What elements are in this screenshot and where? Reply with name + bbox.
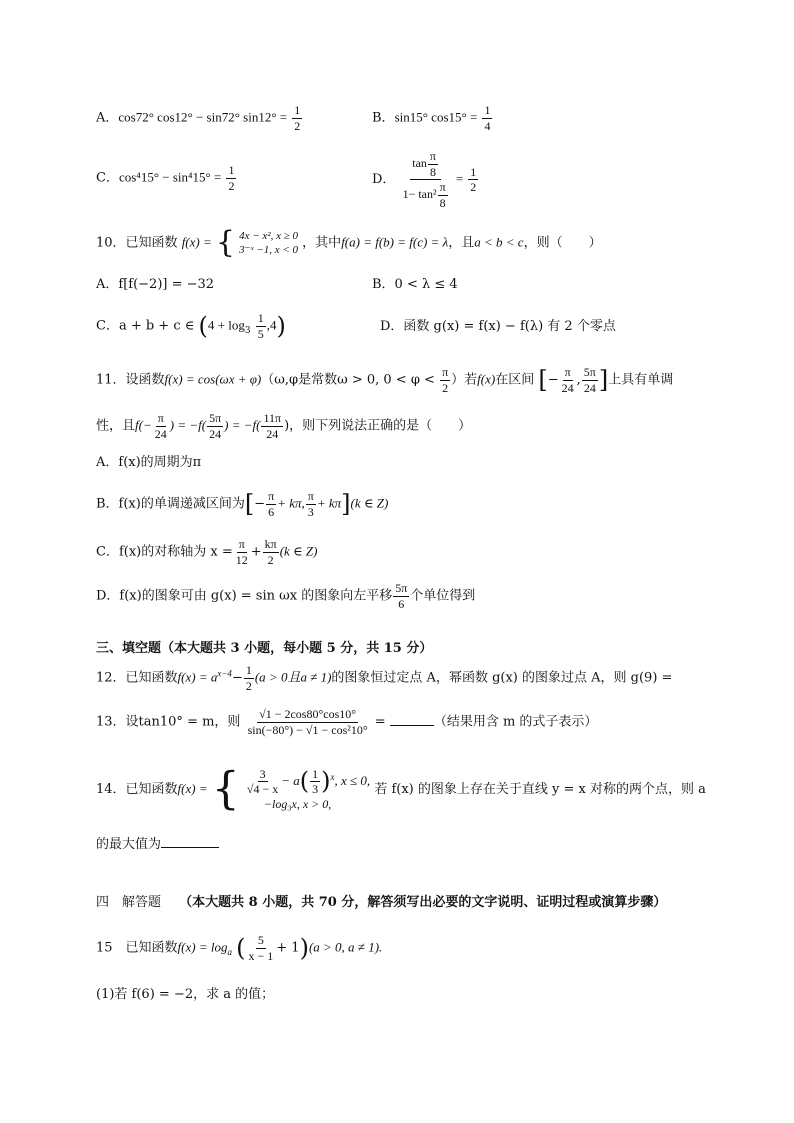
q10-option-a: A．f[f(−2)] = −32: [96, 277, 215, 292]
q10-option-b: B．0 < λ ≤ 4: [372, 277, 458, 292]
fraction: $\frac{1}{4}$: [484, 103, 491, 133]
q12: 12．已知函数$f(x) = a^{x-4}-$ $\frac{1}{2}$ (a > 0且a ≠ 1)的图象恒过定点 A，幂函数 g(x) 的图象过点 A，则 g(9) =: [96, 663, 673, 693]
q10-option-d: D．函数 g(x) = f(x) − f(λ) 有 2 个零点: [380, 319, 616, 334]
q11-option-b: B．f(x)的单调递减区间为[− $\frac{\pi}{6}$ + kπ, $\frac{\pi}{3}$ + kπ](k ∈ Z): [96, 489, 389, 519]
q11-stem-line2: 性，且f(− $\frac{\pi}{24}$ ) = −f( $\frac{5\pi}{24}$ ) = −f( $\frac{11\pi}{24}$ )，则下列说法正确的是（ ）: [96, 411, 472, 441]
answer-blank[interactable]: [390, 725, 434, 726]
q11-option-c: C．f(x)的对称轴为 x = $\frac{\pi}{12}$ + $\frac{k\pi}{2}$ (k ∈ Z): [96, 537, 318, 567]
q14-line2: 的最大值为: [96, 838, 219, 851]
q10-option-c: C．a + b + c ∈ ($4 + \log_3$ $\frac{1}{5}$ ,4): [96, 311, 286, 341]
section-4-heading: 四 解答题 （本大题共 8 小题，共 70 分，解答须写出必要的文字说明、证明过程或演算步骤）: [96, 895, 667, 910]
q9-option-a: A．cos72° cos12° − sin72° sin12° = $\frac{1}{2}$: [96, 103, 301, 133]
q15-part1: (1)若 f(6) = −2，求 a 的值；: [96, 987, 275, 1002]
q11-stem-line1: 11．设函数f(x) = cos(ωx + φ)（ω,φ是常数ω > 0, 0 < φ < $\frac{\pi}{2}$ ）若f(x)在区间 [− $\frac{\pi}{24}$ , $\frac{5\pi}{24}$ ]上具有单调: [96, 365, 674, 395]
q11-option-a: A．f(x)的周期为π: [96, 455, 202, 470]
q14: 14．已知函数f(x) = { $\frac{3}{√4 - x}$ − a( $\frac{1}{3}$ )$^x$, x ≤ 0, −log₃x, x > 0, 若 f(x) 的图象上存在关于直线 y = x 对称的两个点，则 a: [96, 763, 706, 815]
piecewise-cases: 4x − x², x ≥ 0 3⁻ˣ −1, x < 0: [239, 229, 299, 256]
q13: 13．设tan10° = m，则 $\frac{√1 - 2\cos 80^\circ\cos 10^\circ}{\text{sin(−80°) − √1 − cos²10°}}$ = （结果用含 m 的式子表示）: [96, 707, 598, 737]
q9-option-d: D． tan $\frac{\pi}{8}$ 1− tan² $\frac{\pi}{8}$ = $\frac{1}{2}$: [372, 149, 477, 210]
q9-option-b: B．sin15° cos15° = $\frac{1}{4}$: [372, 103, 491, 133]
fraction: $\frac{1}{2}$: [470, 164, 477, 195]
q10-stem: 10．已知函数 f(x) = { 4x − x², x ≥ 0 3⁻ˣ −1, x < 0 ，其中f(a) = f(b) = f(c) = λ，且a < b < c，则（ ）: [96, 225, 602, 260]
fraction: $\frac{1}{2}$: [228, 163, 235, 193]
q15: 15 已知函数$f(x) = \log_a$ ( $\frac{5}{x - 1}$ + 1)(a > 0, a ≠ 1).: [96, 933, 383, 963]
compound-fraction: tan $\frac{\pi}{8}$ 1− tan² $\frac{\pi}{8}$: [402, 149, 446, 210]
section-3-heading: 三、填空题（本大题共 3 小题，每小题 5 分，共 15 分）: [96, 641, 433, 656]
answer-blank[interactable]: [161, 847, 219, 848]
fraction: $\frac{1}{2}$: [294, 103, 301, 133]
q11-option-d: D．f(x)的图象可由 g(x) = sin ωx 的图象向左平移 $\frac{5\pi}{6}$ 个单位得到: [96, 581, 476, 611]
piecewise-cases: $\frac{3}{√4 - x}$ − a( $\frac{1}{3}$ )$^x$, x ≤ 0, −log₃x, x > 0,: [246, 766, 371, 812]
q9-option-c: C．cos⁴15° − sin⁴15° = $\frac{1}{2}$: [96, 163, 235, 193]
